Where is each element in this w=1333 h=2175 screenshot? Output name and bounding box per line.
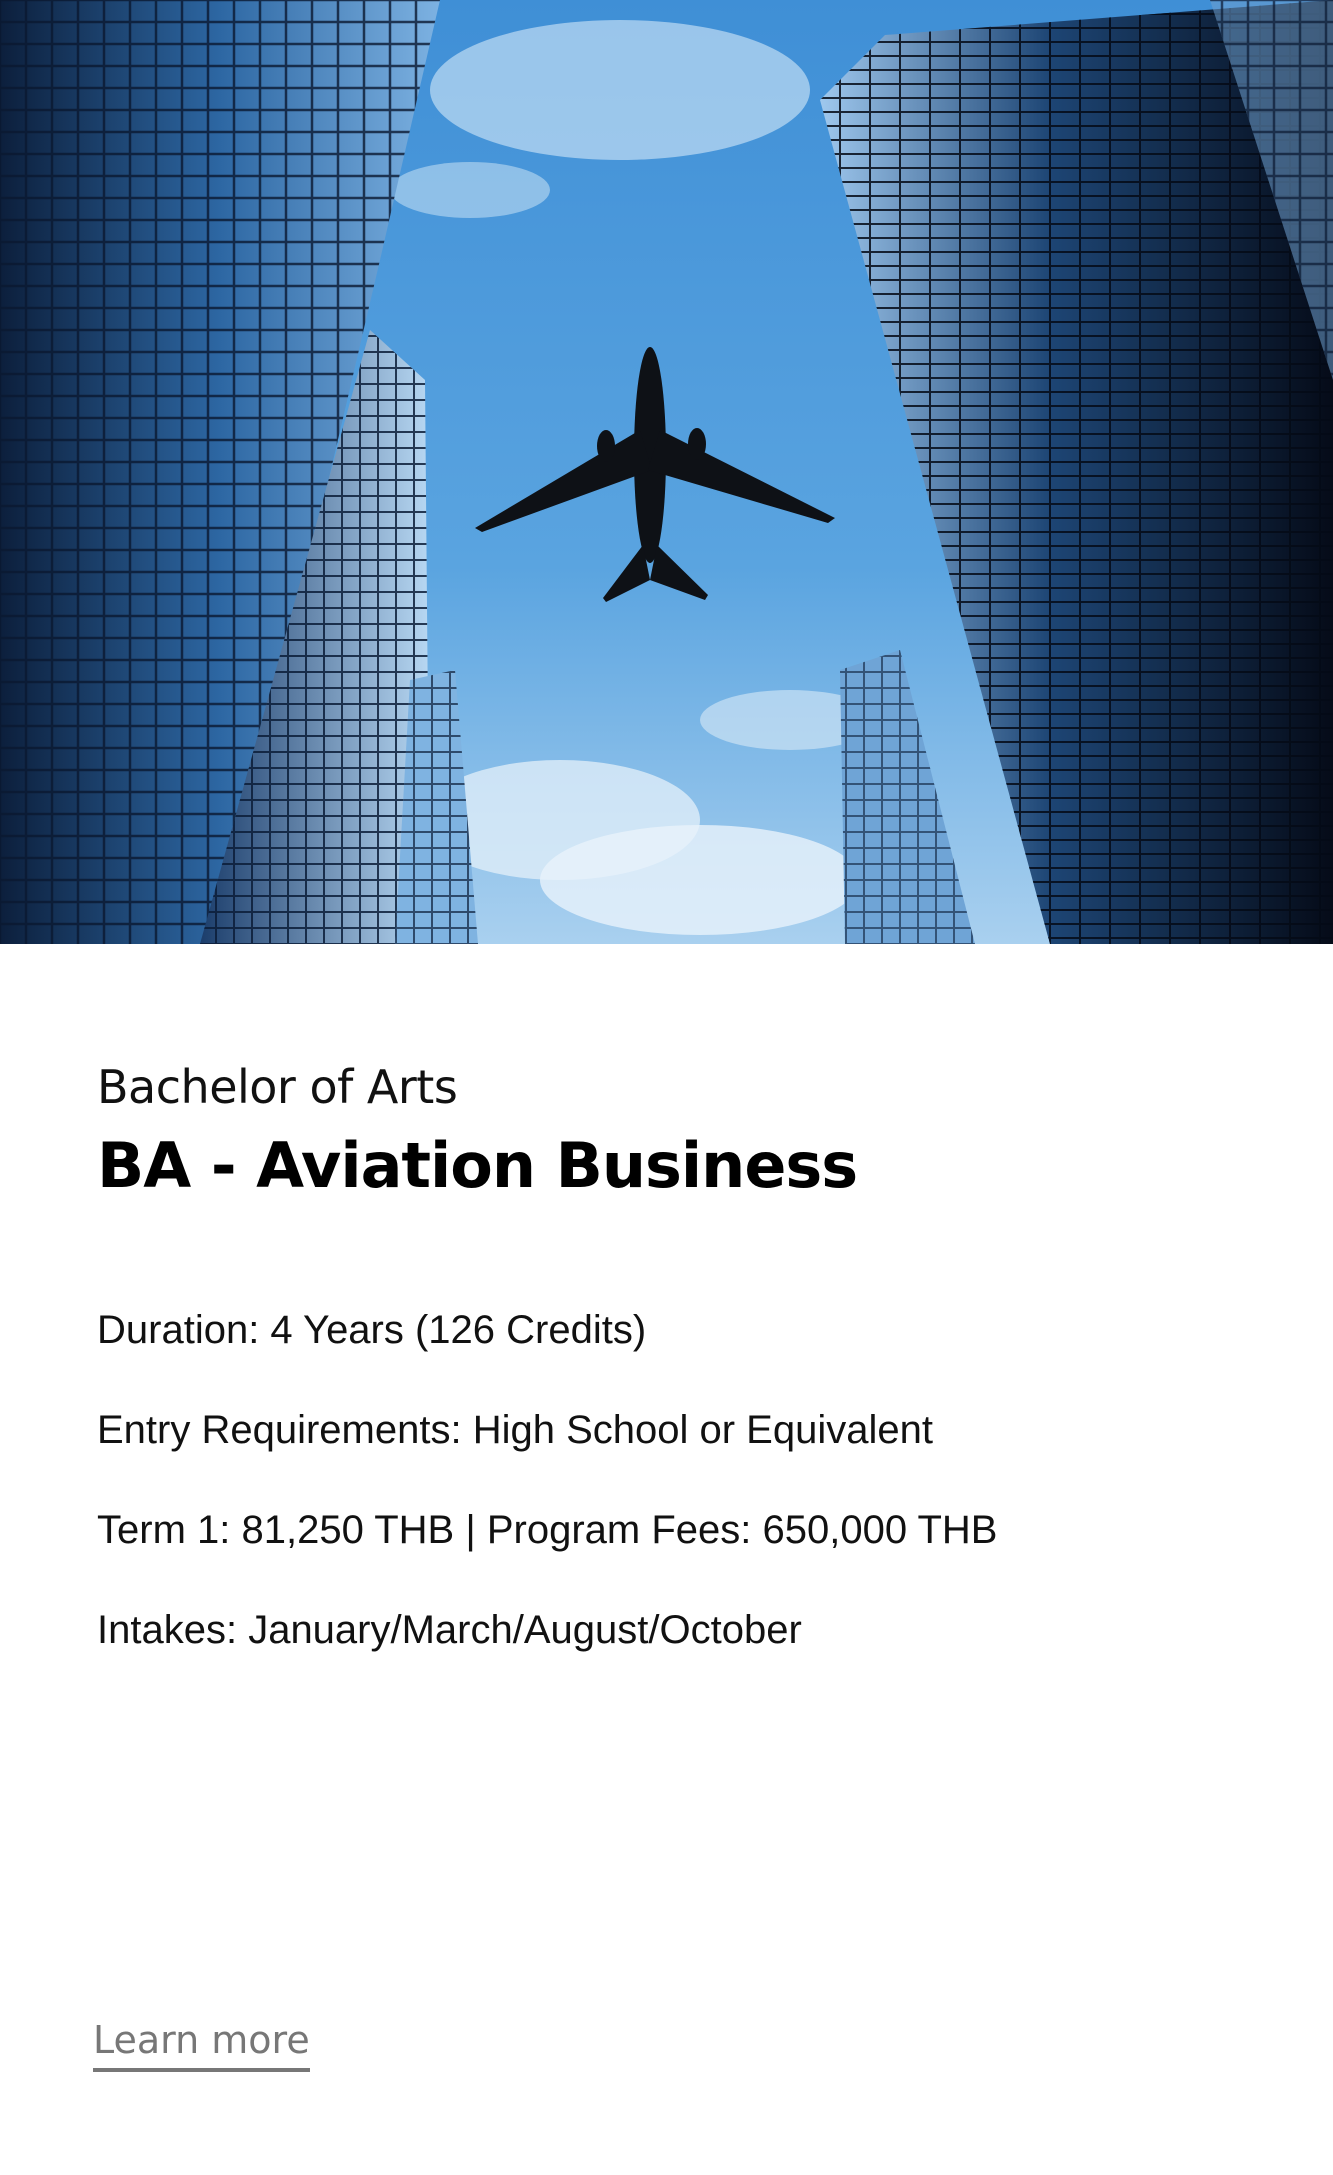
fees-text: Term 1: 81,250 THB | Program Fees: 650,000 THB xyxy=(97,1508,998,1552)
duration-text: Duration: 4 Years (126 Credits) xyxy=(97,1308,647,1352)
intakes-text: Intakes: January/March/August/October xyxy=(97,1608,802,1652)
entry-requirements-text: Entry Requirements: High School or Equivalent xyxy=(97,1408,933,1452)
program-hero-image xyxy=(0,0,1333,944)
program-title: BA - Aviation Business xyxy=(97,1129,858,1202)
program-card xyxy=(0,944,1333,2175)
degree-label: Bachelor of Arts xyxy=(97,1060,458,1114)
learn-more-link[interactable]: Learn more xyxy=(93,2018,310,2072)
program-details-list xyxy=(97,1306,997,1706)
